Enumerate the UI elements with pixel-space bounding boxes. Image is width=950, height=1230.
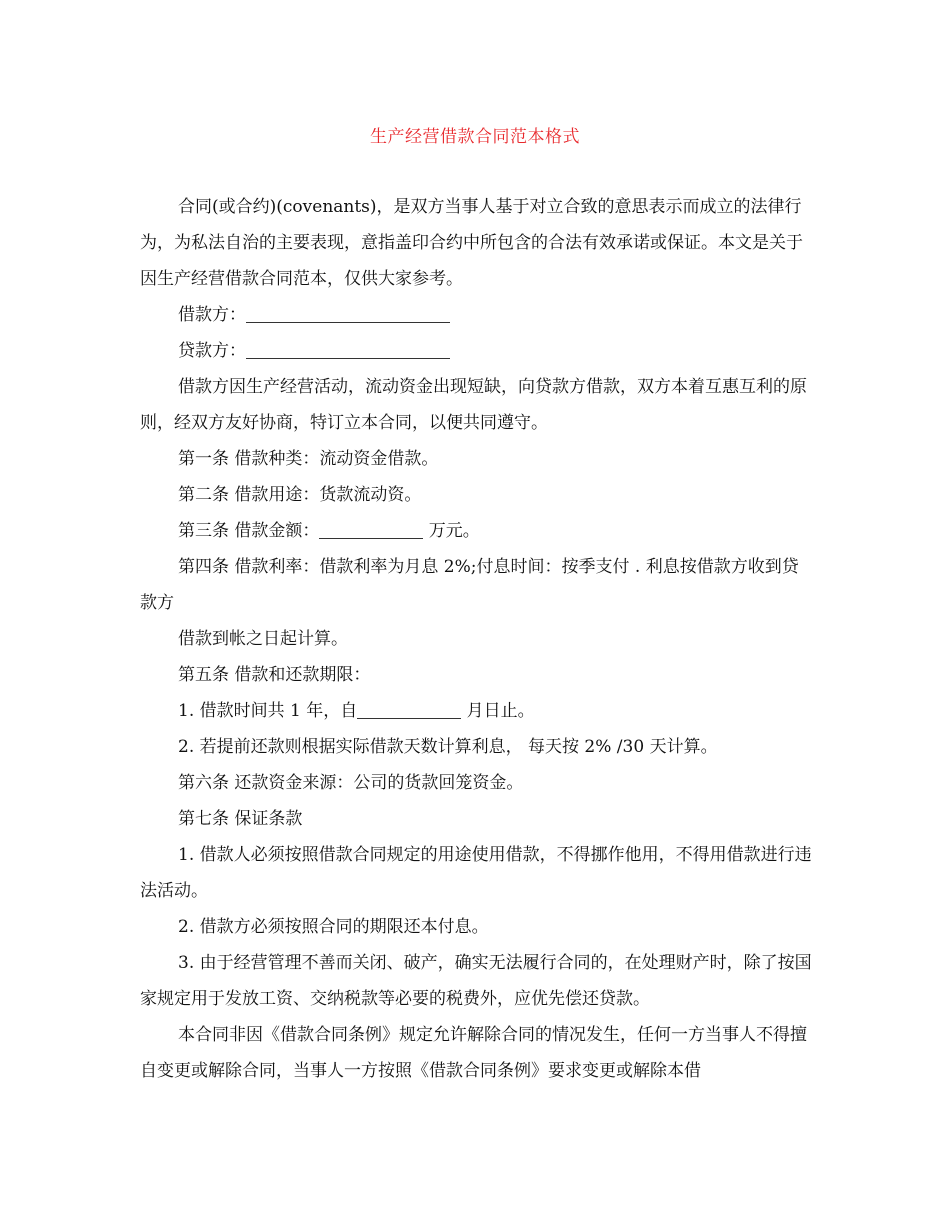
article-3	[140, 513, 812, 549]
document-body	[140, 189, 812, 1089]
article-5-item-2: 2. 若提前还款则根据实际借款天数计算利息， 每天按 2% /30 天计算。	[178, 737, 718, 757]
lender-line	[140, 333, 812, 369]
article-5-item-1	[140, 693, 812, 729]
article-7: 第七条 保证条款	[178, 809, 303, 829]
article-2: 第二条 借款用途：货款流动资。	[178, 485, 422, 505]
article-1: 第一条 借款种类：流动资金借款。	[178, 449, 439, 469]
lender-blank	[246, 340, 450, 359]
closing-paragraph: 本合同非因《借款合同条例》规定允许解除合同的情况发生，任何一方当事人不得擅自变更或解除合同，当事人一方按照《借款合同条例》要求变更或解除本借	[140, 1025, 807, 1081]
lender-label: 贷款方：	[178, 341, 246, 361]
article-3-unit: 万元。	[423, 521, 480, 541]
article-5-item-1-post: 月日止。	[461, 701, 535, 721]
article-3-label: 第三条 借款金额：	[178, 521, 320, 541]
preamble-paragraph: 借款方因生产经营活动，流动资金出现短缺，向贷款方借款，双方本着互惠互利的原则，经双方友好协商，特订立本合同，以便共同遵守。	[140, 377, 807, 433]
document-title: 生产经营借款合同范本格式	[370, 127, 580, 147]
article-6: 第六条 还款资金来源：公司的货款回笼资金。	[178, 773, 524, 793]
amount-blank	[319, 520, 423, 539]
borrower-label: 借款方：	[178, 305, 246, 325]
article-4-continued: 借款到帐之日起计算。	[178, 629, 348, 649]
article-7-item-2: 2. 借款方必须按照合同的期限还本付息。	[178, 917, 489, 937]
article-5: 第五条 借款和还款期限：	[178, 665, 371, 685]
intro-paragraph: 合同(或合约)(covenants)，是双方当事人基于对立合致的意思表示而成立的法律行为，为私法自治的主要表现，意指盖印合约中所包含的合法有效承诺或保证。本文是关于因生产经营借款合同范本，仅供大家参考。	[140, 197, 803, 289]
borrower-blank	[246, 304, 450, 323]
article-5-item-1-pre: 1. 借款时间共 1 年，自	[178, 701, 358, 721]
article-4: 第四条 借款利率：借款利率为月息 2%;付息时间：按季支付 . 利息按借款方收到贷款方	[140, 557, 799, 613]
article-7-item-1: 1. 借款人必须按照借款合同规定的用途使用借款，不得挪作他用，不得用借款进行违法活动。	[140, 845, 812, 901]
borrower-line	[140, 297, 812, 333]
article-7-item-3: 3. 由于经营管理不善而关闭、破产，确实无法履行合同的，在处理财产时，除了按国家规定用于发放工资、交纳税款等必要的税费外，应优先偿还贷款。	[140, 953, 812, 1009]
date-blank	[357, 700, 461, 719]
